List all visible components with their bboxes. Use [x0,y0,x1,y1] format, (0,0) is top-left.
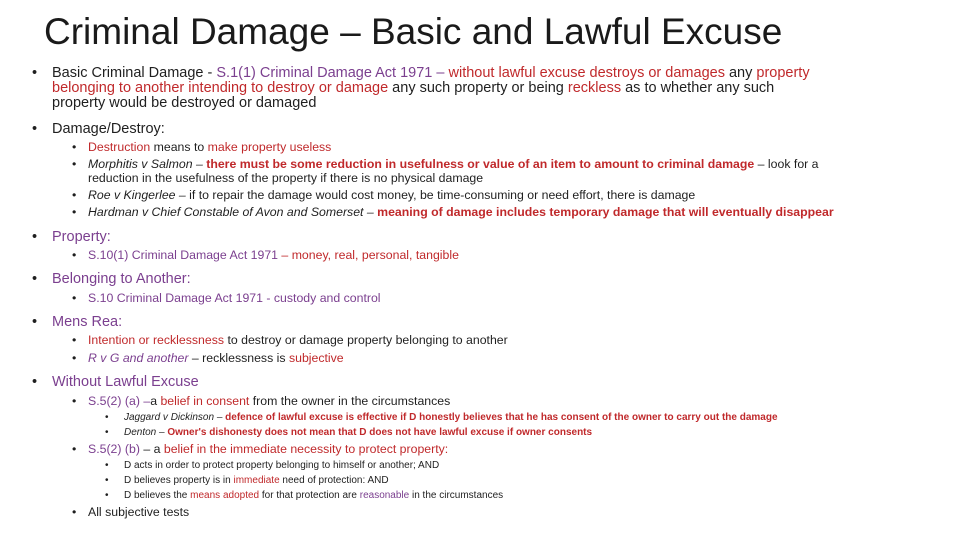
bullet: • [72,333,77,347]
roe-rule: if to repair the damage would cost money, be time-consuming or need effort, there is damage [189,188,696,202]
mensrea-m2mid: – recklessness is [188,351,289,365]
damage-item-1 [88,140,331,155]
bullet: • [32,65,38,81]
bullet: • [105,475,109,486]
bullet: • [32,121,38,137]
bullet: • [105,412,109,423]
morphitis-tail: – look for a [754,157,819,171]
belief-consent-term: belief in consent [160,394,250,408]
bullet: • [72,351,77,365]
excuse-b [88,442,448,457]
morphitis-rule: there must be some reduction in usefulness or value of an item to amount to criminal damage [206,157,755,171]
bullet: • [72,442,77,456]
basic-line2b: any such property or being [388,80,568,96]
excuse-heading: Without Lawful Excuse [52,374,199,390]
reasonable-term: reasonable [359,490,410,501]
necessity-point-2 [124,474,389,487]
damage-item-4 [88,205,834,220]
means-adopted-term: means adopted [190,490,260,501]
basic-line2d: as to whether any such [621,80,775,96]
bullet: • [32,229,38,245]
bullet: • [105,490,109,501]
slide-title: Criminal Damage – Basic and Lawful Excuse [44,11,783,52]
property-item [88,248,459,263]
excuse-b2: – a [139,442,164,456]
damage-item-2-cont: reduction in the usefulness of the property if there is no physical damage [88,171,484,185]
hardman-rule: meaning of damage includes temporary damage that will eventually disappear [377,205,834,219]
basic-part2: any [724,65,757,81]
mensrea-item-1 [88,333,508,348]
bullet: • [72,188,77,202]
case-denton: Denton – [124,427,168,438]
immediate-term: immediate [233,475,280,486]
bullet: • [72,140,77,154]
basic-lead: Basic Criminal Damage - [52,65,217,81]
bullet: • [32,271,38,287]
property-statute: S.10(1) Criminal Damage Act 1971 [88,248,279,262]
basic-part1: without lawful excuse destroys or damages [448,65,725,81]
excuse-a-case-1 [124,411,778,424]
bullet: • [72,157,77,171]
necessity-term: belief in the immediate necessity to protect property: [163,442,449,456]
case-jaggard: Jaggard v Dickinson – [124,412,226,423]
another-item: S.10 Criminal Damage Act 1971 - custody and control [88,291,381,305]
p2c: need of protection: AND [279,475,389,486]
basic-line2c: reckless [567,80,622,96]
bullet: • [72,505,77,519]
bullet: • [32,314,38,330]
excuse-a-statute: S.5(2) (a) – [88,394,151,408]
p2a: D believes property is in [124,475,234,486]
subjective-term: subjective [288,351,344,365]
case-hardman: Hardman v Chief Constable of Avon and Somerset – [88,205,378,219]
bullet: • [72,205,77,219]
damage-item-3 [88,188,695,203]
excuse-a-case-2 [124,426,592,439]
destruction-term: Destruction [88,140,151,154]
excuse-a [88,394,450,409]
damage-item-2 [88,157,819,172]
case-rvg: R v G and another [88,351,189,365]
basic-line2a: belonging to another intending to destroy or damage [52,80,389,96]
case-roe: Roe v Kingerlee – [88,188,190,202]
subjective-tests: All subjective tests [88,505,190,519]
bullet: • [32,374,38,390]
bullet: • [72,291,77,305]
jaggard-rule: defence of lawful excuse is effective if D honestly believes that he has consent of the owner to carry out the damage [225,412,778,423]
intention-term: Intention or recklessness [88,333,225,347]
case-morphitis: Morphitis v Salmon – [88,157,207,171]
denton-rule: Owner's dishonesty does not mean that D does not have lawful excuse if owner consents [167,427,593,438]
excuse-a2: a [150,394,161,408]
bullet: • [105,427,109,438]
damage-heading: Damage/Destroy: [52,121,165,137]
p3e: in the circumstances [409,490,504,501]
bullet: • [72,394,77,408]
necessity-point-3 [124,489,503,502]
bullet: • [72,248,77,262]
bullet: • [105,460,109,471]
property-heading: Property: [52,229,111,245]
p3a: D believes the [124,490,191,501]
mensrea-item-2 [88,351,344,366]
excuse-b-statute: S.5(2) (b) [88,442,140,456]
another-heading: Belonging to Another: [52,271,191,287]
basic-statute: S.1(1) Criminal Damage Act 1971 – [216,65,449,81]
excuse-a4: from the owner in the circumstances [249,394,451,408]
mensrea-m1b: to destroy or damage property belonging to another [224,333,508,347]
basic-line-2 [52,80,774,96]
property-types: – money, real, personal, tangible [278,248,459,262]
necessity-point-1: D acts in order to protect property belonging to himself or another; AND [124,460,440,471]
mensrea-heading: Mens Rea: [52,314,123,330]
basic-line-3: property would be destroyed or damaged [52,95,317,111]
basic-line-1 [52,65,810,81]
basic-part3: property [756,65,810,81]
useless-term: make property useless [207,140,332,154]
p3c: for that protection are [259,490,360,501]
damage-d1b: means to [150,140,208,154]
